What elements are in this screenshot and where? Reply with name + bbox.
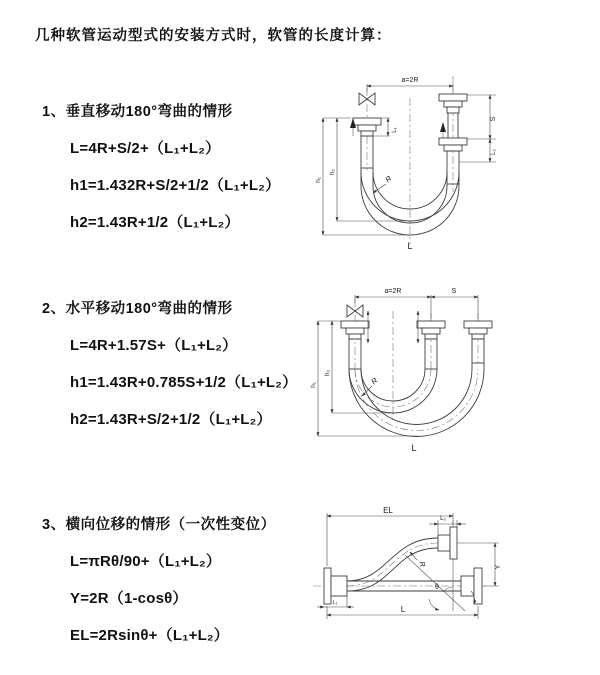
dim-label-y: Y [495, 564, 502, 570]
dim-label-s: S [451, 288, 457, 295]
dim-label-h2: h₂ [324, 369, 331, 377]
formula-el: EL=2Rsinθ+（L₁+L₂） [70, 627, 229, 644]
dim-label-r: R [369, 375, 380, 387]
section-2-heading: 2、水平移动180°弯曲的情形 [42, 301, 233, 317]
dim-label-l: L [411, 443, 417, 453]
section-vertical-bend [42, 100, 322, 232]
dim-label-theta: θ [435, 584, 439, 591]
dim-label-l: L [400, 605, 406, 614]
dim-label-a2r: a=2R [384, 288, 402, 295]
section-1-heading: 1、垂直移动180°弯曲的情形 [42, 104, 233, 120]
diagram-lateral-offset [293, 503, 588, 648]
dim-label-l: L [407, 241, 413, 251]
formula-h1: h1=1.43R+0.785S+1/2（L₁+L₂） [70, 374, 298, 391]
section-horizontal-bend [42, 297, 322, 429]
dimension-lines [310, 288, 478, 453]
diagram-horizontal-bend [306, 283, 564, 458]
dim-label-l1: L₁ [392, 127, 398, 133]
formula-l: L=4R+S/2+（L₁+L₂） [70, 140, 221, 157]
dim-label-l2: L₂ [440, 516, 446, 522]
dim-label-s: S [490, 116, 497, 122]
flanges [341, 321, 492, 369]
dim-label-h1: h₁ [315, 177, 322, 183]
formula-l: L=πRθ/90+（L₁+L₂） [70, 553, 222, 570]
dim-label-l1: L₁ [332, 600, 338, 606]
formula-h1: h1=1.432R+S/2+1/2（L₁+L₂） [70, 177, 281, 194]
dimension-lines [315, 77, 497, 251]
dim-label-el: EL [383, 506, 393, 515]
section-3-heading: 3、横向位移的情形（一次性变位） [42, 517, 276, 533]
dim-label-h1: h₁ [310, 382, 317, 388]
formula-y: Y=2R（1-cosθ） [70, 590, 188, 607]
dim-label-a2r: a=2R [401, 77, 419, 84]
dim-label-l2: L₂ [491, 149, 497, 155]
formula-l: L=4R+1.57S+（L₁+L₂） [70, 337, 238, 354]
dim-label-r: R [383, 173, 394, 185]
dim-label-h2: h₂ [329, 168, 336, 176]
section-lateral-offset [42, 513, 322, 645]
left-flange [324, 568, 347, 604]
formula-h2: h2=1.43R+1/2（L₁+L₂） [70, 214, 240, 231]
page-title: 几种软管运动型式的安装方式时，软管的长度计算： [35, 28, 392, 44]
formula-h2: h2=1.43R+S/2+1/2（L₁+L₂） [70, 411, 272, 428]
dim-label-r: R [417, 560, 428, 569]
diagram-vertical-bend [310, 72, 540, 272]
